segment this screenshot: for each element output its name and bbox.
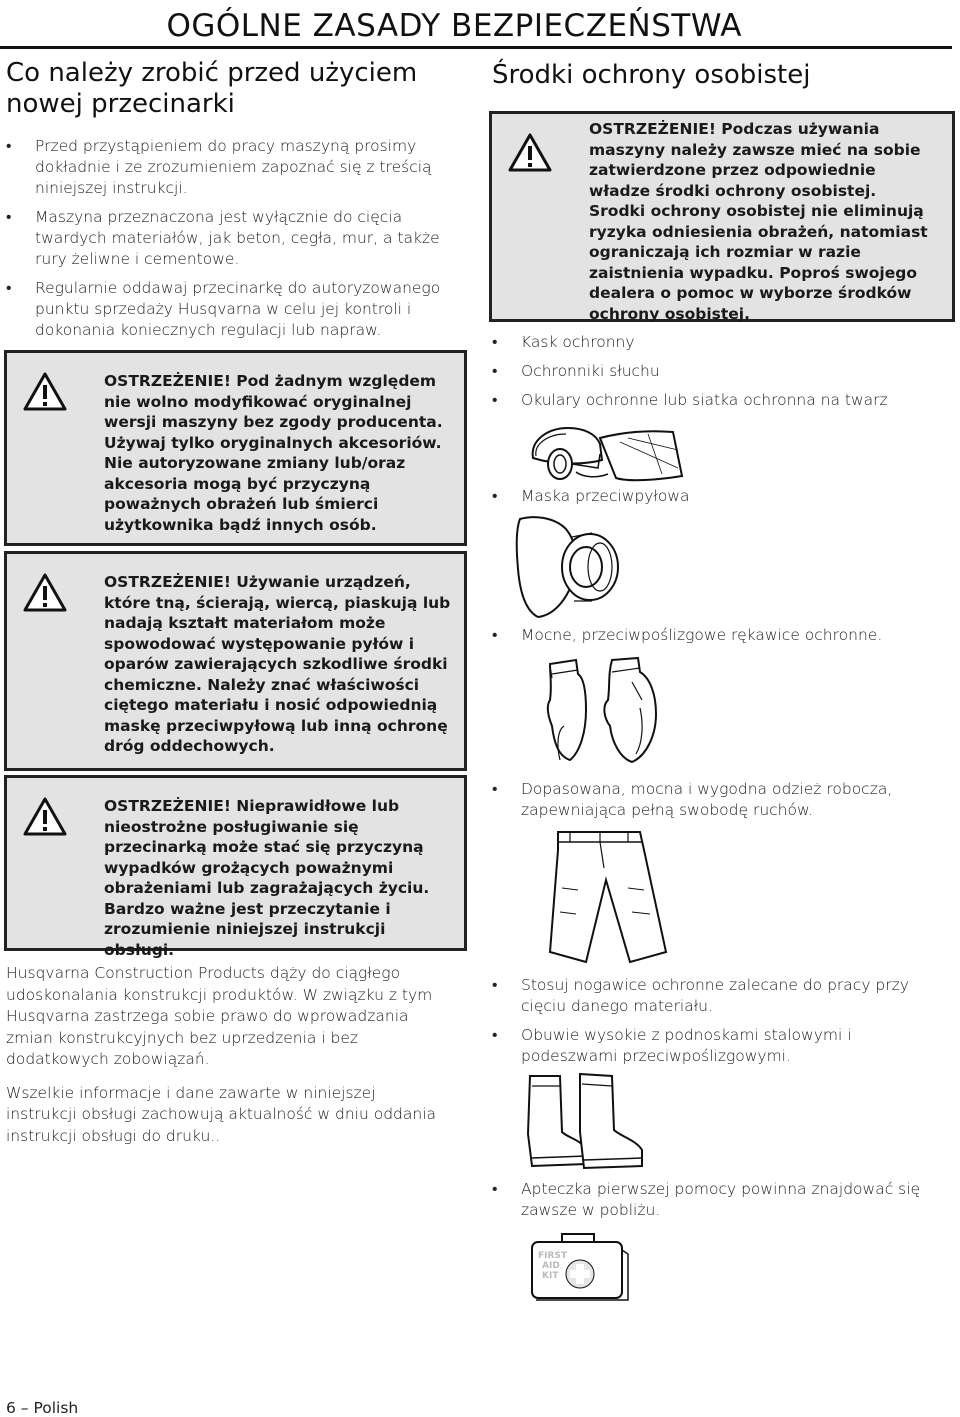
ppe-list-clothing bbox=[492, 779, 932, 821]
first-aid-label-line2: AID bbox=[542, 1261, 560, 1271]
list-item: • Przed przystąpieniem do pracy maszyną prosimy dokładnie i ze zrozumieniem zapoznać się z treścią niniejszej instrukcji. bbox=[6, 136, 458, 199]
list-item-mask: • Maska przeciwpyłowa bbox=[492, 486, 932, 507]
first-aid-label-line1: FIRST bbox=[538, 1251, 568, 1261]
warning-triangle-icon bbox=[23, 796, 67, 836]
warning-box-ppe bbox=[489, 111, 955, 322]
warning-box-misuse bbox=[4, 775, 467, 959]
list-item-firstaid: • Apteczka pierwszej pomocy powinna znajdować się zawsze w pobliżu. bbox=[492, 1179, 932, 1221]
section-heading-before-use: Co należy zrobić przed użyciem nowej przecinarki bbox=[6, 58, 418, 119]
ppe-list-gloves bbox=[492, 625, 932, 646]
warning-triangle-icon bbox=[508, 132, 552, 172]
list-item-helmet: • Kask ochronny bbox=[492, 332, 932, 353]
paragraph-improvement: Husqvarna Construction Products dąży do ciągłego udoskonalania konstrukcji produktów. W związku z tym Husqvarna zastrzega sobie prawo do wprowadzania zmian konstrukcyjnych bez uprzedzenia i bez dodatkowych zobowiązań. bbox=[6, 964, 433, 1068]
header-rule bbox=[0, 46, 952, 49]
list-item: • Regularnie oddawaj przecinarkę do autoryzowanego punktu sprzedaży Husqvarna w celu jej kontroli i dokonania koniecznych regulacji lub napraw. bbox=[6, 278, 458, 341]
list-item-clothing: • Dopasowana, mocna i wygodna odzież robocza, zapewniająca pełną swobodę ruchów. bbox=[492, 779, 932, 821]
list-item-goggles: • Okulary ochronne lub siatka ochronna na twarz bbox=[492, 390, 932, 411]
list-item-boots: • Obuwie wysokie z podnoskami stalowymi i podeszwami przeciwpoślizgowymi. bbox=[492, 1025, 932, 1067]
warning-triangle-icon bbox=[23, 371, 67, 411]
mask-illustration bbox=[514, 513, 624, 621]
list-item-hearing: • Ochronniki słuchu bbox=[492, 361, 932, 382]
list-item-gloves: • Mocne, przeciwpoślizgowe rękawice ochronne. bbox=[492, 625, 932, 646]
boots-illustration bbox=[522, 1072, 652, 1172]
section-heading-ppe: Środki ochrony osobistej bbox=[492, 60, 811, 90]
ppe-list-bottom bbox=[492, 975, 932, 1067]
first-aid-kit-illustration bbox=[528, 1230, 630, 1302]
left-paragraphs bbox=[6, 963, 446, 1147]
gloves-illustration bbox=[546, 656, 666, 766]
warning-triangle-icon bbox=[23, 572, 67, 612]
warning-text: OSTRZEŻENIE! Podczas używania maszyny należy zawsze mieć na sobie zatwierdzone przez odpowiednie władze środki ochrony osobistej. Srodki ochrony osobistej nie eliminują ryzyka odniesienia obrażeń, natomiast ograniczają ich rozmiar w razie zaistnienia wypadku. Poproś swojego dealera o pomoc w wyborze środków ochrony osobistej. bbox=[589, 120, 928, 323]
first-aid-label-line3: KIT bbox=[542, 1271, 559, 1281]
list-item: • Maszyna przeznaczona jest wyłącznie do cięcia twardych materiałów, jak beton, cegła, mur, a także rury żeliwne i cementowe. bbox=[6, 207, 458, 270]
ppe-list-top bbox=[492, 332, 932, 411]
list-item-leggings: • Stosuj nogawice ochronne zalecane do pracy przy cięciu danego materiału. bbox=[492, 975, 932, 1017]
ppe-list-mask bbox=[492, 486, 932, 507]
warning-text: OSTRZEŻENIE! Nieprawidłowe lub nieostrożne posługiwanie się przecinarką może stać się przyczyną wypadków grożących poważnymi obrażeniami lub zagrażających życiu. Bardzo ważne jest przeczytanie i zrozumienie niniejszej instrukcji obsługi. bbox=[104, 797, 430, 959]
page-number: 6 – Polish bbox=[6, 1399, 79, 1417]
before-use-list bbox=[6, 136, 458, 341]
warning-text: OSTRZEŻENIE! Używanie urządzeń, które tną, ścierają, wiercą, piaskują lub nadają kształt materiałom może spowodować występowanie pyłów i oparów zawierających szkodliwe środki chemiczne. Należy znać właściwości ciętego materiału i nosić odpowiednią maskę przeciwpyłową lub inną ochronę dróg oddechowych. bbox=[104, 573, 451, 755]
warning-box-modification bbox=[4, 350, 467, 546]
left-column bbox=[6, 58, 466, 341]
trousers-illustration bbox=[540, 828, 670, 968]
paragraph-validity: Wszelkie informacje i dane zawarte w niniejszej instrukcji obsługi zachowują aktualność w dniu oddania instrukcji obsługi do druku.. bbox=[6, 1083, 436, 1145]
ppe-list-firstaid bbox=[492, 1179, 932, 1221]
helmet-illustration bbox=[528, 420, 688, 484]
warning-box-dust bbox=[4, 551, 467, 771]
page-header-title: OGÓLNE ZASADY BEZPIECZEŃSTWA bbox=[166, 8, 742, 44]
warning-text: OSTRZEŻENIE! Pod żadnym względem nie wolno modyfikować oryginalnej wersji maszyny bez zgody producenta. Używaj tylko oryginalnych akcesoriów. Nie autoryzowane zmiany lub/oraz akcesoria mogą być przyczyną poważnych obrażeń lub śmierci użytkownika bądź innych osób. bbox=[104, 372, 443, 534]
